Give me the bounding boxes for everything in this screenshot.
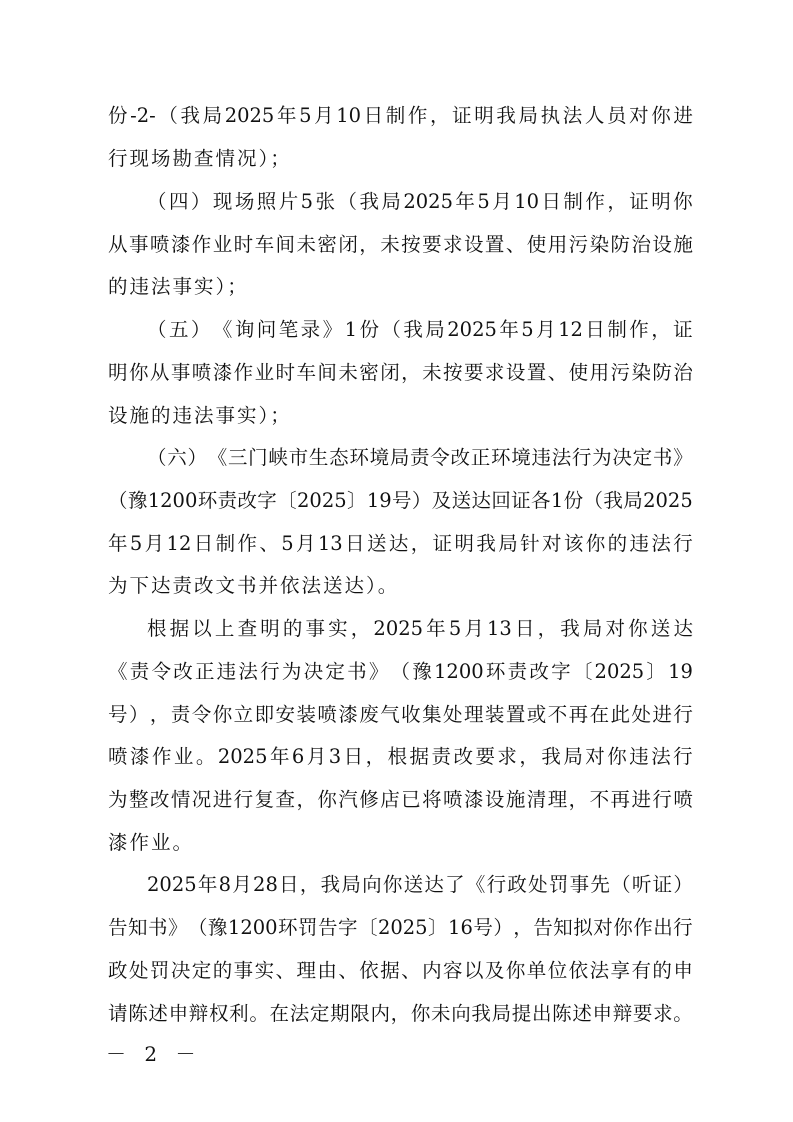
body-text-line: （ 五 ） 《 询 问 笔 录 》 1 份 （ 我 局 2025 年 5 月 12 日 制 作 ， 证: [147, 318, 693, 341]
body-text-line: 政 处 罚 决 定 的 事 实 、 理 由 、 依 据 、 内 容 以 及 你 单 位 依 法 享 有 的 申: [108, 959, 693, 982]
body-text-line: 从 事 喷 漆 作 业 时 车 间 未 密 闭 ， 未 按 要 求 设 置 、 使 用 污 染 防 治 设 施: [108, 233, 693, 256]
body-text-line: 告 知 书 》 （ 豫 1200 环 罚 告 字 〔 2025 〕 16 号 ） ， 告 知 拟 对 你 作 出 行: [108, 916, 693, 939]
body-text-line: 行现场勘查情况）；: [108, 147, 292, 170]
body-text-line: 年 5 月 12 日 制 作 、 5 月 13 日 送 达 ， 证 明 我 局 针 对 该 你 的 违 法 行: [108, 532, 693, 555]
body-text-line: 的违法事实）；: [108, 275, 249, 298]
body-text-line: （ 豫 1200 环 责 改 字 〔 2025 〕 19 号 ） 及 送 达 回 证 各 1 份 （ 我 局 2025: [108, 489, 693, 512]
body-text-line: 为 整 改 情 况 进 行 复 查 ， 你 汽 修 店 已 将 喷 漆 设 施 清 理 ， 不 再 进 行 喷: [108, 788, 693, 811]
body-text-line: 为下达责改文书并依法送达）。: [108, 574, 400, 597]
body-text-line: 《 责 令 改 正 违 法 行 为 决 定 书 》 （ 豫 1200 环 责 改 字 〔 2025 〕 19: [108, 660, 693, 683]
body-text-line: （ 六 ） 《 三 门 峡 市 生 态 环 境 局 责 令 改 正 环 境 违 法 行 为 决 定 书 》: [147, 446, 693, 469]
body-text-line: 喷 漆 作 业 。 2025 年 6 月 3 日 ， 根 据 责 改 要 求 ， 我 局 对 你 违 法 行: [108, 745, 693, 768]
body-text-line: 根 据 以 上 查 明 的 事 实 ， 2025 年 5 月 13 日 ， 我 局 对 你 送 达: [147, 617, 693, 640]
body-text-line: 份 -2- （ 我 局 2025 年 5 月 10 日 制 作 ， 证 明 我 局 执 法 人 员 对 你 进: [108, 104, 693, 127]
body-text-line: 设施的违法事实）；: [108, 404, 292, 427]
page-number: － 2 －: [106, 1042, 202, 1066]
body-text-line: 请 陈 述 申 辩 权 利 。 在 法 定 期 限 内 ， 你 未 向 我 局 提 出 陈 述 申 辩 要 求 。: [108, 1002, 693, 1025]
body-text-line: 漆作业。: [108, 831, 195, 854]
body-text-line: （ 四 ） 现 场 照 片 5 张 （ 我 局 2025 年 5 月 10 日 制 作 ， 证 明 你: [147, 190, 693, 213]
body-text-line: 明 你 从 事 喷 漆 作 业 时 车 间 未 密 闭 ， 未 按 要 求 设 置 、 使 用 污 染 防 治: [108, 361, 693, 384]
body-text-line: 号 ） ， 责 令 你 立 即 安 装 喷 漆 废 气 收 集 处 理 装 置 或 不 再 在 此 处 进 行: [108, 703, 693, 726]
body-text-line: 2025 年 8 月 28 日 ， 我 局 向 你 送 达 了 《 行 政 处 罚 事 先 （ 听 证 ）: [147, 873, 693, 896]
